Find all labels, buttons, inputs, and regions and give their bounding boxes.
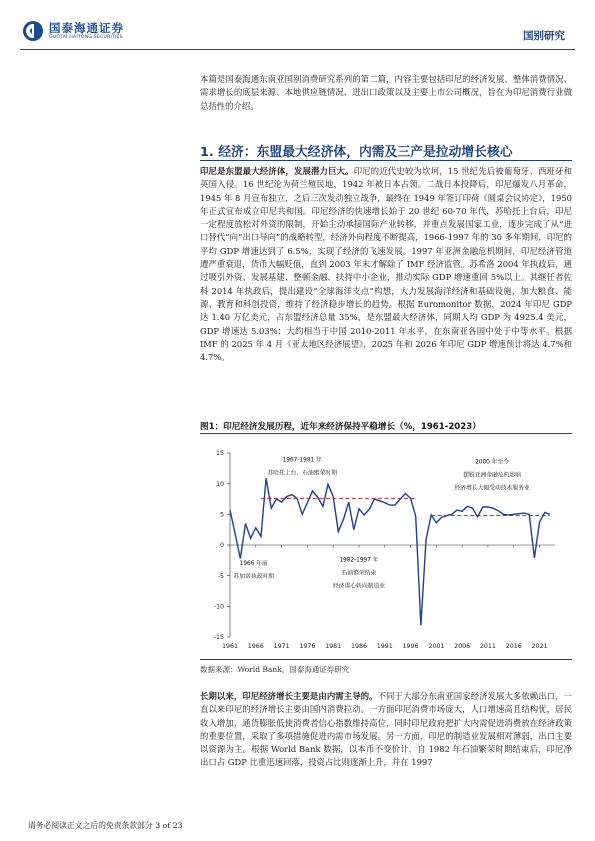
chart-annotation — [267, 456, 337, 477]
logo-icon — [22, 20, 44, 42]
body-paragraph-2 — [200, 690, 572, 770]
annotation-text: 摆脱亚洲金融危机影响 — [463, 472, 522, 479]
page-header — [0, 0, 595, 58]
logo-name-en: GUOTAI HAITONG SECURITIES — [49, 34, 123, 40]
body-paragraph-1 — [200, 165, 572, 364]
x-tick-label: 1961 — [221, 643, 239, 650]
figure-top-rule — [200, 433, 572, 434]
x-tick-label: 2021 — [531, 643, 548, 650]
company-logo — [22, 20, 124, 42]
annotation-text: 1966 年前 — [239, 561, 268, 568]
chart-annotation — [333, 556, 385, 590]
intro-paragraph: 本篇是国泰海通东南亚国别消费研究系列的第二篇，内容主要包括印尼的经济发展、整体消费情况、需求增长的底层来源、本地供应链情况、进出口政策以及主要上市公司概况，旨在为印尼消费行业做总括性的介绍。 — [200, 74, 572, 111]
y-tick-label: -15 — [213, 634, 224, 642]
x-tick-label: 1966 — [247, 643, 264, 650]
paragraph-lead: 长期以来，印尼经济增长主要是由内需主导的。 — [200, 691, 378, 701]
annotation-text: 1982-1997 年 — [339, 557, 379, 564]
annotation-text: 经济重心转向制造业 — [332, 583, 386, 590]
section-divider — [200, 160, 572, 161]
page-footer: 请务必阅读正文之后的免责条款部分 3 of 23 — [28, 821, 183, 830]
figure-bottom-rule — [200, 659, 572, 660]
y-tick-label: -10 — [213, 603, 224, 611]
annotation-text: 苏加诺执政时期 — [233, 574, 275, 581]
paragraph-body: 不同于大部分东南亚国家经济发展大多依赖出口，一直以来印尼的经济增长主要由国内消费拉动。一方面印尼消费市场庞大，人口增速高且结构优，居民收入增加，通货膨胀低使消费者信心指数维持高位，同时印尼政府把扩大内需促进消费放在经济政策的重要位置，采取了多项措施促进内需市场发展。另一方面，印尼的制造业发展相对薄弱，出口主要以资源为主。根据 World Bank 数据，以本币不变价计，自 1982 年石油繁荣时期结束后，印尼净出口占 GDP 比重迅速回落，投资占比则逐渐上升，并在 1997 — [200, 691, 573, 768]
x-tick-label: 2011 — [479, 643, 496, 650]
x-tick-label: 2006 — [454, 643, 471, 650]
x-tick-label: 1981 — [325, 643, 342, 650]
section-title: 1. 经济：东盟最大经济体，内需及三产是拉动增长核心 — [200, 145, 513, 160]
gdp-growth-chart — [200, 436, 572, 658]
x-tick-label: 1976 — [299, 643, 316, 650]
annotation-text: 经济增长大幅受动技术服务业 — [454, 485, 530, 492]
y-tick-label: 0 — [219, 542, 224, 550]
annotation-text: 1967-1981 年 — [282, 457, 322, 464]
logo-name-cn: 国泰海通证券 — [49, 20, 124, 35]
chart-annotation — [454, 457, 530, 491]
chart-annotations — [233, 456, 530, 590]
chart-annotation — [233, 559, 274, 580]
chart-axes — [214, 450, 555, 650]
x-tick-label: 1971 — [273, 643, 290, 650]
figure-source: 数据来源：World Bank，国泰海通证券研究 — [200, 665, 350, 674]
figure-title: 图1：印尼经济发展历程，近年来经济保持平稳增长（%，1961-2023） — [200, 422, 481, 432]
y-tick-label: 15 — [215, 450, 224, 458]
x-tick-label: 1996 — [402, 643, 419, 650]
header-divider — [20, 49, 575, 50]
y-tick-label: 5 — [219, 511, 224, 519]
x-tick-label: 2016 — [505, 643, 522, 650]
paragraph-lead: 印尼是东盟最大经济体，发展潜力巨大。 — [200, 166, 354, 176]
gdp-growth-series-line — [230, 478, 550, 625]
x-tick-label: 2001 — [428, 643, 445, 650]
annotation-text: 石油繁荣结束 — [341, 570, 377, 577]
annotation-text: 苏哈托上台，石油繁荣时期 — [267, 470, 338, 477]
annotation-text: 2000 年至今 — [475, 459, 510, 466]
y-tick-label: 10 — [215, 480, 224, 488]
report-category: 国别研究 — [523, 30, 565, 42]
x-tick-label: 1991 — [376, 643, 393, 650]
x-tick-label: 1986 — [350, 643, 367, 650]
reference-lines — [261, 498, 550, 515]
paragraph-body: 印尼的近代史较为坎坷，15 世纪先后被葡萄牙、西班牙和英国入侵。16 世纪沦为荷兰殖民地，1942 年被日本占领。二战日本投降后，印尼爆发八月革命，1945 年 8 月宣布独立，之后三次发动独立战争，最终在 1949 年签订印荷《圆桌会议协定》，1950 年正式宣布成立印尼共和国。印尼经济的快速增长始于 20 世纪 60-70 年代，苏哈托上台后，印尼一定程度放松对外资的限制，开始主动承接国际产业转移，并重点发展国家工业，逐步完成了从“进口替代”向“出口导向”的战略转型，经济外向程度不断提高，1966-1997 年的 30 多年期间，印尼的平均 GDP 增速达到了 6.5%，实现了经济的飞速发展。1997 年亚洲金融危机期间，印尼经济管道遭严重衰退，货币大幅贬值，直到 2003 年末才解除了 IMF 经济监管。苏希洛 2004 年执政后，通过吸引外资、发展基建、整顿金融、扶持中小企业，推动实际 GDP 增速重回 5%以上。其继任者佐科 2014 年执政后，提出建设“全球海洋支点”构想，大力发展海洋经济和基础设施，加大粮食、能源、教育和科创投资，维持了经济稳步增长的趋势。根据 Euromonitor 数据，2024 年印尼 GDP 达 1.40 万亿美元，占东盟经济总量 35%，是东盟最大经济体，同期人均 GDP 为 4925.4 美元，GDP 增速达 5.03%；大约相当于中国 2010-2011 年水平，在东南亚各国中处于中等水平。根据 IMF 的 2025 年 4 月《亚太地区经济展望》，2025 年和 2026 年印尼 GDP 增速预计将达 4.7%和 4.7%。 — [200, 166, 572, 363]
y-tick-label: -5 — [217, 572, 224, 580]
